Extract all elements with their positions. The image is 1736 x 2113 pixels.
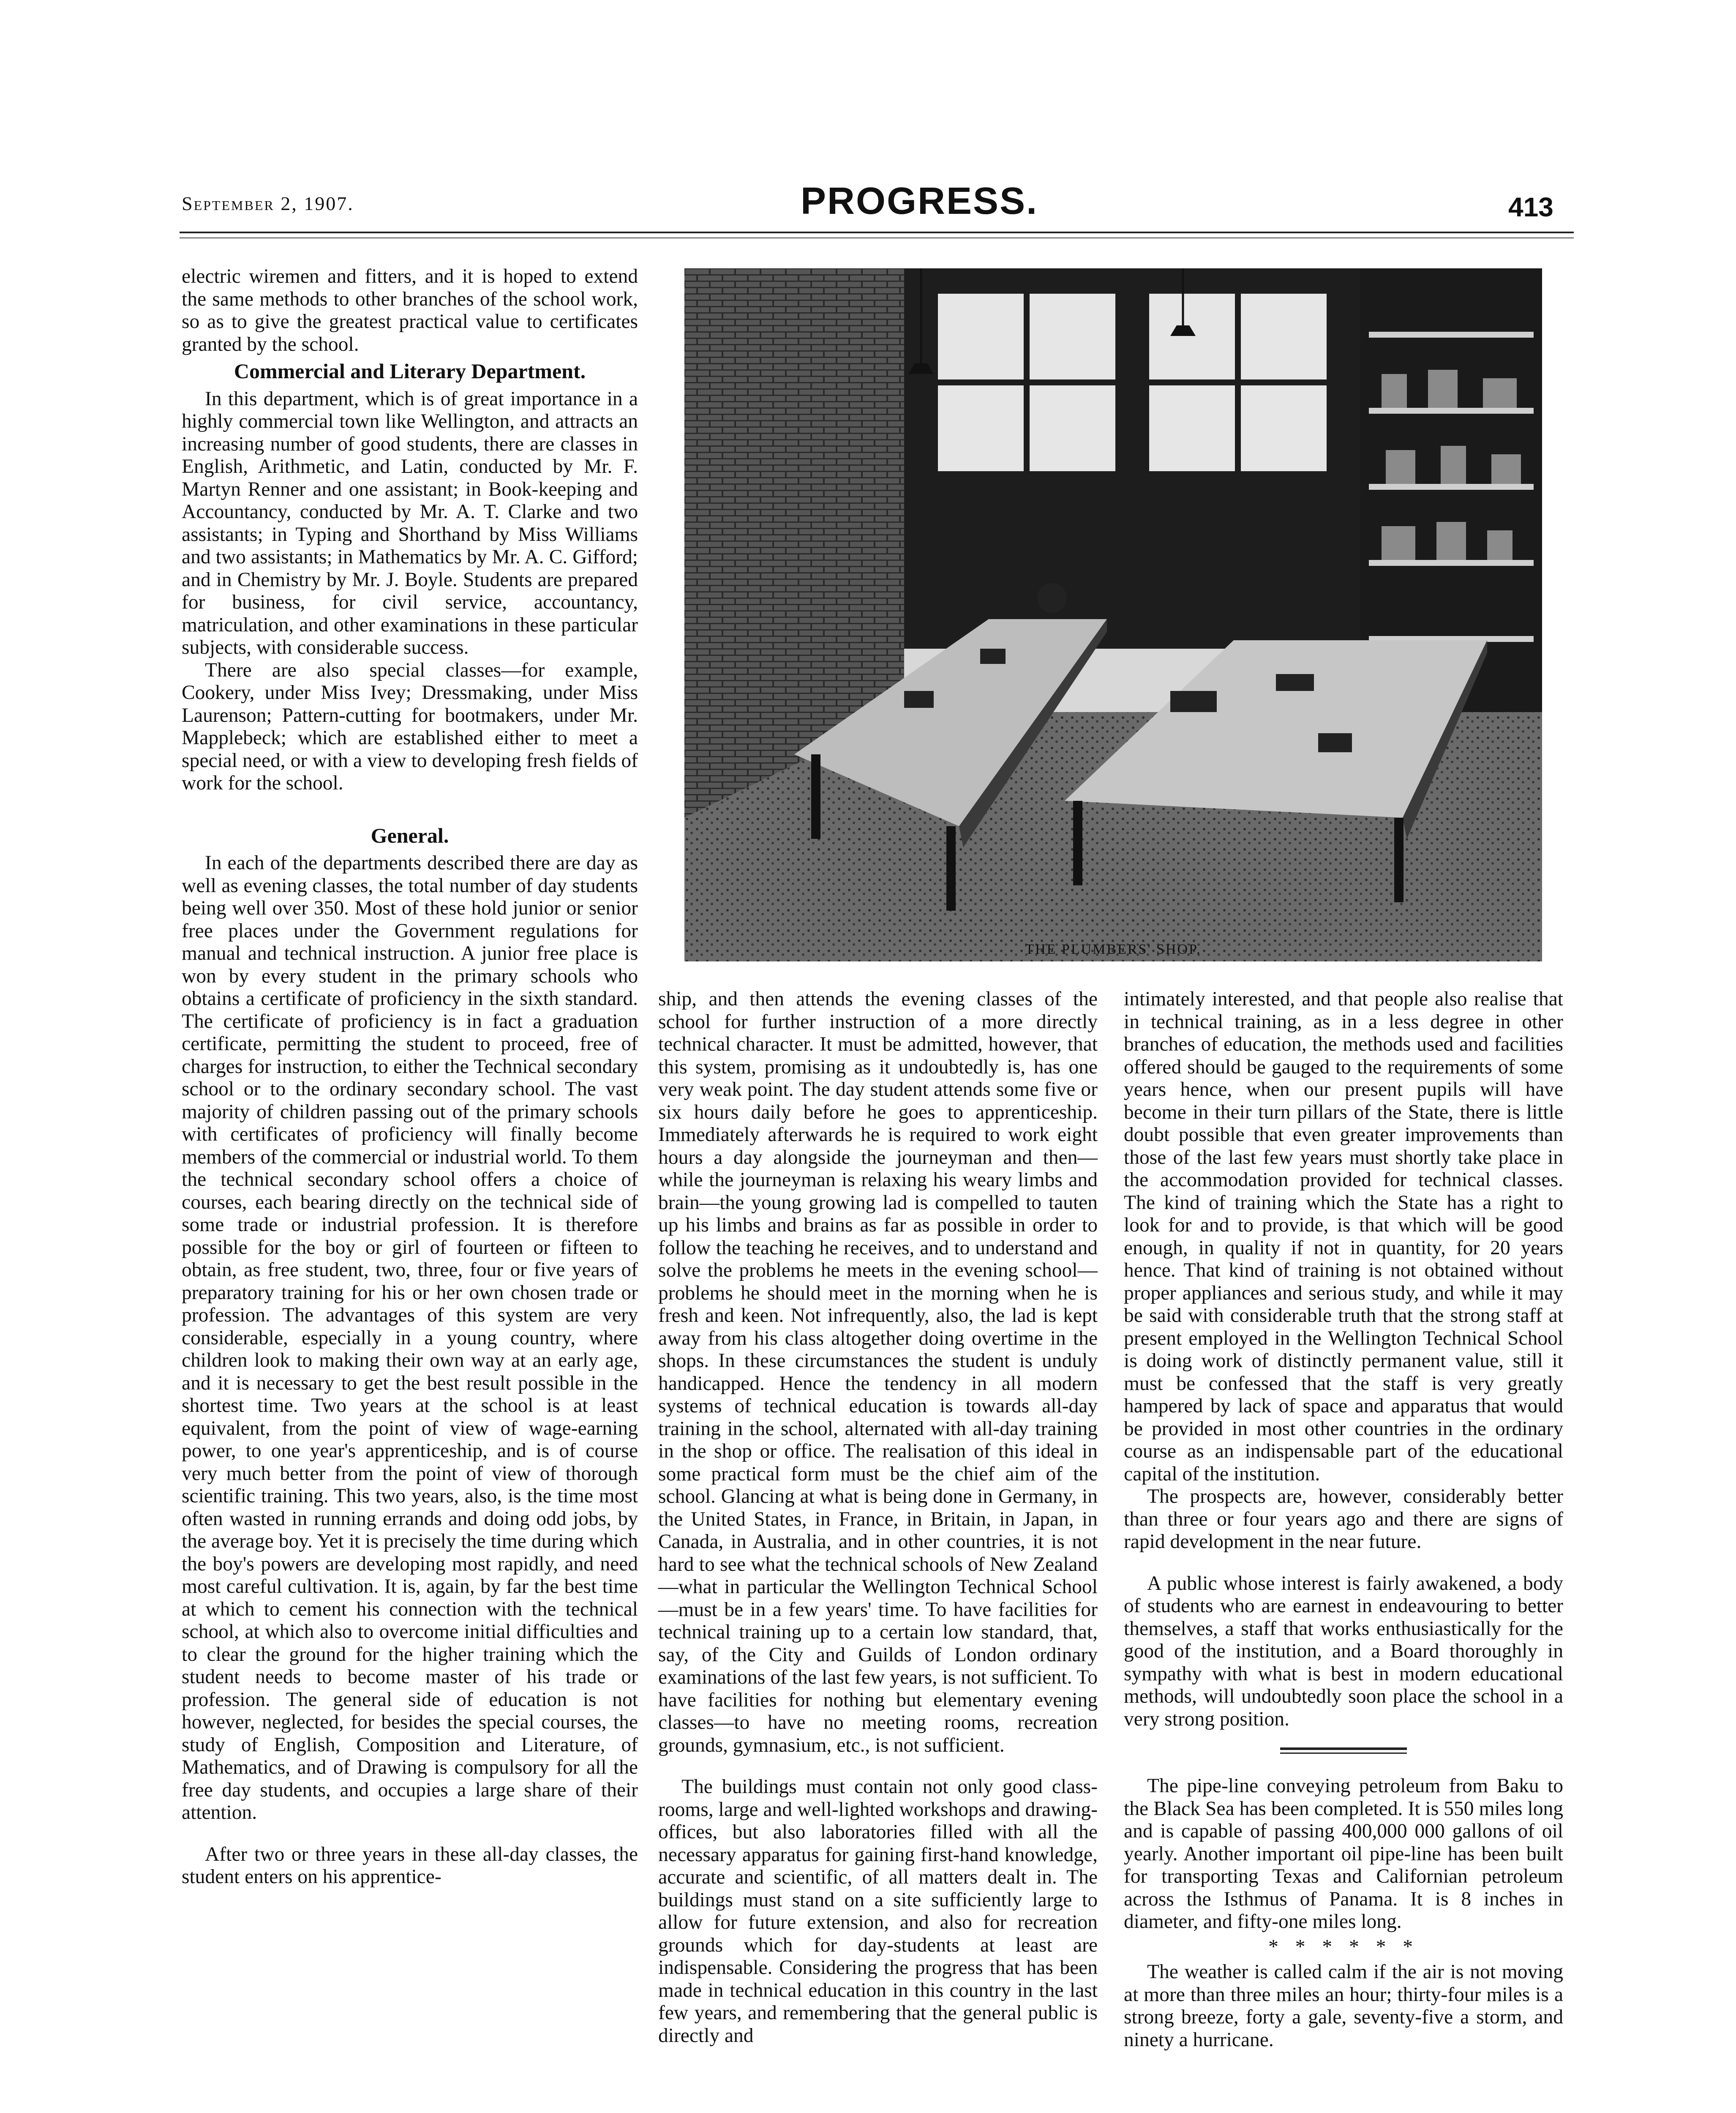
header-rule (180, 232, 1574, 233)
section-heading-commercial: Commercial and Literary Department. (234, 359, 586, 383)
paragraph: ship, and then attends the evening classes of the school for further instruction of a more directly technical character. It must be admitted, however, that this system, promising as it undoubtedly is, has one very weak point. The day student attends some five or six hours daily before he goes to apprenticeship. Immediately afterwards he is required to work eight hours a day alongside the journeyman and then—while the journeyman is relaxing his weary limbs and brain—the young growing lad is compelled to tauten up his limbs and brains as far as possible in order to follow the teaching he receives, and to understand and solve the problems he meets in the evening school—problems he should meet in the morning when he is fresh and keen. Not infrequently, also, the lad is kept away from his class altogether doing overtime in the shops. In these circumstances the student is unduly handicapped. Hence the tendency in all modern systems of technical education is towards all-day training in the school, alternated with all-day training in the shop or office. The realisation of this ideal in some practical form must be the chief aim of the school. Glancing at what is being done in Germany, in the United States, in France, in Britain, in Japan, in Canada, in Australia, and in other countries, it is not hard to see what the technical schools of New Zealand—what in particular the Wellington Technical School—must be in a few years' time. To have facilities for technical training up to a certain low standard, that, say, of the City and Guilds of London ordinary examinations of the last few years, is not sufficient. To have facilities for nothing but elementary evening classes—to have no meeting rooms, recreation grounds, gymnasium, etc., is not sufficient. (658, 988, 1098, 1756)
issue-date: September 2, 1907. (182, 193, 354, 214)
paragraph: The buildings must contain not only good class-rooms, large and well-lighted workshops and drawing-offices, but also laboratories filled with all the necessary apparatus for gaining first-hand knowledge, accurate and scientific, of all matters dealt in. The buildings must stand on a site sufficiently large to allow for future extension, and also for recreation grounds which for day-students at least are indispensable. Considering the progress that has been made in technical education in this country in the last few years, and remembering that the general public is directly and (658, 1776, 1098, 2047)
figure-caption: THE PLUMBERS' SHOP. (1025, 942, 1202, 957)
paragraph: The weather is called calm if the air is not moving at more than three miles an hour; thirty-four miles is a strong breeze, forty a gale, seventy-five a storm, and ninety a hurricane. (1124, 1961, 1563, 2051)
column-1 (182, 265, 638, 1889)
paragraph: intimately interested, and that people also realise that in technical training, as in a less degree in other branches of education, the methods used and facilities offered should be gauged to the requirements of some years hence, when our present pupils will have become in their turn pillars of the State, there is little doubt possible that even greater improvements than those of the last few years must shortly take place in the accommodation provided for technical classes. The kind of training which the State has a right to look for and to provide, is that which will be good enough, in quality if not in quantity, for 20 years hence. That kind of training is not obtained without proper appliances and serious study, and while it may be said with considerable truth that the strong staff at present employed in the Wellington Technical School is doing work of distinctly permanent value, still it must be confessed that the staff is very greatly hampered by lack of space and apparatus that would be provided in most other countries in the ordinary course as an indispensable part of the educational capital of the institution. (1124, 988, 1563, 1485)
page-number: 413 (1508, 192, 1553, 222)
journal-title: PROGRESS. (801, 180, 1038, 222)
page-header (0, 180, 1736, 230)
paragraph: After two or three years in these all-day classes, the student enters on his apprentice- (182, 1843, 638, 1888)
section-separator-stars: * * * * * * (1268, 1936, 1419, 1958)
paragraph: A public whose interest is fairly awakened, a body of students who are earnest in endeavouring to better themselves, a staff that works enthusiastically for the good of the institution, and a Board thoroughly in sympathy with what is best in modern educational methods, will undoubtedly soon place the school in a very strong position. (1124, 1572, 1563, 1730)
section-heading-general: General. (371, 823, 449, 847)
section-divider (1280, 1753, 1407, 1754)
paragraph: In each of the departments described there are day as well as evening classes, the total number of day students being well over 350. Most of these hold junior or senior free places under the Government regulations for manual and technical instruction. A junior free place is won by every student in the primary schools who obtains a certificate of proficiency in the sixth standard. The certificate of proficiency is in fact a graduation certificate, permitting the student to proceed, free of charges for instruction, to either the Technical secondary school or to the ordinary secondary school. The vast majority of children passing out of the primary schools with certificates of proficiency will finally become members of the commercial or industrial world. To them the technical secondary school offers a choice of courses, each bearing directly on the technical side of some trade or industrial profession. It is therefore possible for the boy or girl of fourteen or fifteen to obtain, as free student, two, three, four or five years of preparatory training for his or her own chosen trade or profession. The advantages of this system are very considerable, especially in a young country, where children look to making their own way at an early age, and it is necessary to get the best result possible in the shortest time. Two years at the school is at least equivalent, from the point of view of wage-earning power, to one year's apprenticeship, and is of course very much better from the point of view of thorough scientific training. This two years, also, is the time most often wasted in running errands and doing odd jobs, by the average boy. Yet it is precisely the time during which the boy's powers are developing most rapidly, and need most careful cultivation. It is, again, by far the best time at which to cement his connection with the technical school, at which also to overcome initial difficulties and to clear the ground for the higher training which the student needs to become master of his trade or profession. The general side of education is not however, neglected, for besides the special courses, the study of English, Composition and Literature, of Mathematics, and of Drawing is compulsory for all the free day students, and occupies a large share of their attention. (182, 852, 638, 1824)
section-divider (1280, 1747, 1407, 1750)
paragraph: There are also special classes—for example, Cookery, under Miss Ivey; Dressmaking, under Miss Laurenson; Pattern-cutting for bootmakers, under Mr. Mapplebeck; which are established either to meet a special need, or with a view to developing fresh fields of work for the school. (182, 659, 638, 794)
paragraph: The pipe-line conveying petroleum from Baku to the Black Sea has been completed. It is 550 miles long and is capable of passing 400,000 000 gallons of oil yearly. Another important oil pipe-line has been built for transporting Texas and Californian petroleum across the Isthmus of Panama. It is 8 inches in diameter, and fifty-one miles long. (1124, 1775, 1563, 1933)
paragraph: The prospects are, however, considerably better than three or four years ago and there are signs of rapid development in the near future. (1124, 1485, 1563, 1553)
workshop-illustration (684, 268, 1542, 961)
intro-paragraph: electric wiremen and fitters, and it is hoped to extend the same methods to other branches of the school work, so as to give the greatest practical value to certificates granted by the school. (182, 265, 638, 355)
plumbers-shop-photo (684, 268, 1542, 961)
paragraph: In this department, which is of great importance in a highly commercial town like Wellington, and attracts an increasing number of good students, there are classes in English, Arithmetic, and Latin, conducted by Mr. F. Martyn Renner and one assistant; in Book-keeping and Accountancy, conducted by Mr. A. T. Clarke and two assistants; in Typing and Shorthand by Miss Williams and two assistants; in Mathematics by Mr. A. C. Gifford; and in Chemistry by Mr. J. Boyle. Students are prepared for business, for civil service, accountancy, matriculation, and other examinations in these particular subjects, with considerable success. (182, 388, 638, 658)
column-2 (658, 988, 1098, 2047)
column-3 (1124, 988, 1563, 2051)
